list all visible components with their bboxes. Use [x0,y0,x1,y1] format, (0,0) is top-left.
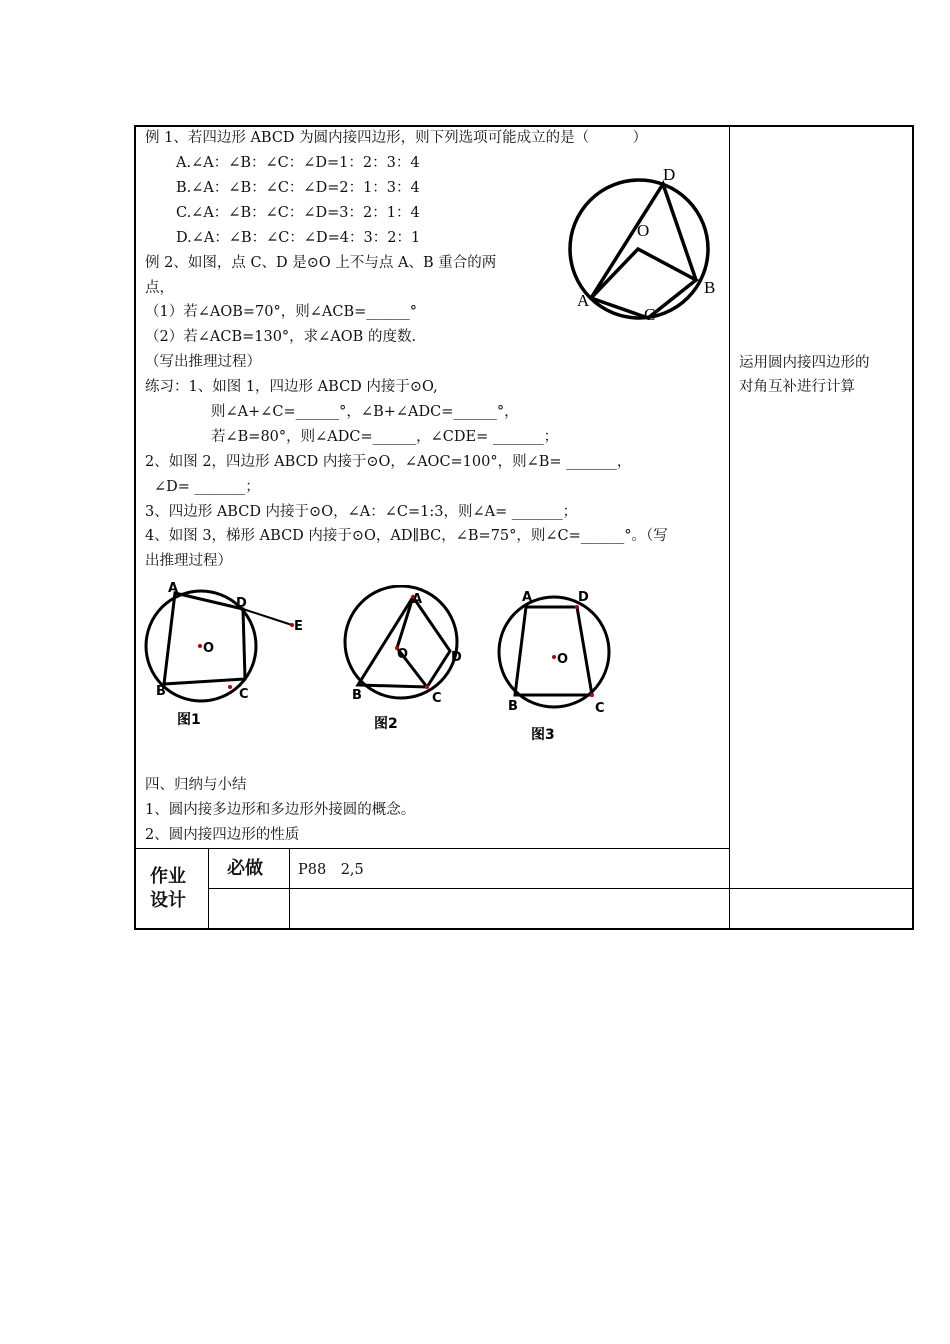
table-bottom-border [208,928,914,930]
fig1-label-e: E [294,619,303,634]
practice1-line1: 练习：1、如图 1，四边形 ABCD 内接于⊙O, [145,379,438,395]
practice4-line1: 4、如图 3，梯形 ABCD 内接于⊙O，AD∥BC，∠B=75°，则∠C=______°。（写 [145,528,668,544]
fig1-label-d: D [236,596,247,611]
fig2-quadrilateral [358,597,450,687]
practice3: 3、四边形 ABCD 内接于⊙O，∠A：∠C=1:3，则∠A= _______； [145,504,578,520]
fig3-label-d: D [578,590,589,605]
table-bottom-border-left [134,928,209,930]
practice2-line1: 2、如图 2，四边形 ABCD 内接于⊙O，∠AOC=100°，则∠B= _______， [145,454,632,470]
label-c: C [644,305,656,324]
example1-option-c: C.∠A：∠B：∠C：∠D=3：2：1：4 [176,205,420,221]
fig2-label-a: A [412,592,423,607]
side-note-line1: 运用圆内接四边形的 [739,355,870,371]
fig1-quadrilateral [164,593,245,684]
label-d: D [663,165,676,184]
side-note-line2: 对角互补进行计算 [739,379,855,395]
practice1-line3: 若∠B=80°，则∠ADC=______，∠CDE= _______； [211,429,559,445]
fig1-label-c: C [239,687,249,702]
homework-label-divider [208,848,209,930]
practice2-line2: ∠D= _______； [154,479,260,495]
label-b: B [704,278,716,297]
fig3-label-o: O [557,652,569,667]
fig1-center-dot [198,644,202,648]
summary-item2: 2、圆内接四边形的性质 [145,827,300,843]
figure-3 [495,585,625,747]
fig3-point-c [590,693,594,697]
summary-heading: 四、归纳与小结 [145,777,247,793]
fig2-caption: 图2 [374,716,398,732]
practice1-line2: 则∠A+∠C=______°，∠B+∠ADC=______°， [211,404,519,420]
fig1-label-o: O [203,641,215,656]
example2-part2: （2）若∠ACB=130°，求∠AOB 的度数. [145,329,417,345]
table-right-border [912,125,914,930]
table-top-border [134,125,914,127]
fig3-caption: 图3 [531,727,555,743]
required-value: P88 2,5 [298,862,364,878]
fig2-label-c: C [432,691,442,706]
fig3-label-b: B [508,699,518,714]
example2-part1: （1）若∠AOB=70°，则∠ACB=______° [145,304,418,320]
fig1-label-b: B [156,684,166,699]
fig2-label-o: O [397,647,409,662]
main-circle-figure [560,160,725,330]
example2-line2: 点， [145,280,174,296]
fig1-point-c [228,685,232,689]
fig3-center-dot [552,655,556,659]
figure-2 [340,585,470,735]
example2-note: （写出推理过程） [145,354,261,370]
fig2-label-d: D [451,650,462,665]
fig3-label-c: C [595,701,605,716]
example2-line1: 例 2、如图，点 C、D 是⊙O 上不与点 A、B 重合的两 [145,255,497,271]
figure-1 [140,578,315,738]
example1-question: 例 1、若四边形 ABCD 为圆内接四边形，则下列选项可能成立的是（ ） [145,130,648,146]
fig3-point-d [575,605,579,609]
fig2-label-b: B [352,688,362,703]
practice4-line2: 出推理过程） [145,553,232,569]
example1-option-d: D.∠A：∠B：∠C：∠D=4：3：2：1 [176,230,421,246]
homework-label-line1: 作业 [150,866,186,887]
homework-label-line2: 设计 [150,890,186,911]
fig3-trapezoid [515,607,592,695]
example1-option-a: A.∠A：∠B：∠C：∠D=1：2：3：4 [176,155,420,171]
required-label: 必做 [227,858,263,879]
fig2-point-c [425,685,429,689]
column-divider [729,125,730,930]
homework-row-divider [208,888,730,889]
example1-option-b: B.∠A：∠B：∠C：∠D=2：1：3：4 [176,180,420,196]
label-a: A [577,291,590,310]
table-left-border [134,125,136,930]
fig3-label-a: A [522,590,533,605]
fig1-label-a: A [168,581,179,596]
fig1-caption: 图1 [177,712,201,728]
summary-item1: 1、圆内接多边形和多边形外接圆的概念。 [145,802,416,818]
notes-bottom-border [730,888,914,889]
label-o: O [637,221,650,240]
homework-value-divider [289,848,290,930]
homework-top-border [134,848,730,849]
